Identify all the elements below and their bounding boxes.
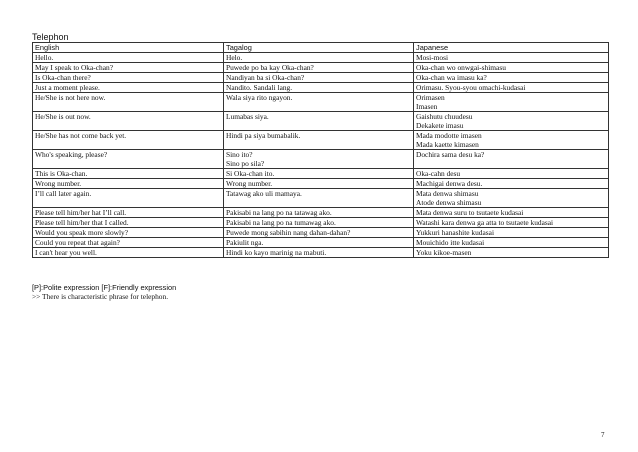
english-phrase: I’ll call later again. bbox=[35, 189, 92, 198]
tagalog-phrase: Wala siya rito ngayon. bbox=[226, 93, 293, 102]
japanese-phrase: Mouichido itte kudasai bbox=[416, 238, 485, 247]
table-row bbox=[33, 218, 609, 228]
column-header-japanese: Japanese bbox=[414, 43, 609, 53]
tagalog-phrase: Nandiyan ba si Oka-chan? bbox=[226, 73, 305, 82]
cell-english bbox=[33, 93, 224, 112]
japanese-phrase: Watashi kara denwa ga atta to tsutaete kudasai bbox=[416, 218, 554, 227]
tagalog-phrase: Helo. bbox=[226, 53, 243, 62]
table-header-row bbox=[33, 43, 609, 53]
japanese-phrase: Mosi-mosi bbox=[416, 53, 449, 62]
table-row bbox=[33, 131, 609, 150]
page-title: Telephon bbox=[32, 32, 69, 42]
table-row bbox=[33, 83, 609, 93]
english-phrase: May I speak to Oka-chan? bbox=[35, 63, 113, 72]
cell-japanese bbox=[414, 53, 609, 63]
table-row bbox=[33, 150, 609, 169]
cell-english bbox=[33, 208, 224, 218]
japanese-phrase: Oka-chan wo onwgai-shimasu bbox=[416, 63, 506, 72]
table-body bbox=[33, 53, 609, 258]
tagalog-phrase: Pakisabi na lang po na tatawag ako. bbox=[226, 208, 332, 217]
telephon-remark: >> There is characteristic phrase for telephon. bbox=[32, 292, 169, 301]
table-row bbox=[33, 179, 609, 189]
japanese-phrase: Oka-cahn desu bbox=[416, 169, 461, 178]
cell-japanese bbox=[414, 238, 609, 248]
cell-english bbox=[33, 53, 224, 63]
cell-english bbox=[33, 131, 224, 150]
table-row bbox=[33, 238, 609, 248]
table-row bbox=[33, 53, 609, 63]
tagalog-phrase: Hindi pa siya bumabalik. bbox=[226, 131, 301, 140]
cell-tagalog bbox=[224, 53, 414, 63]
cell-english bbox=[33, 63, 224, 73]
japanese-phrase: Dekakete imasu bbox=[416, 121, 464, 130]
table-row bbox=[33, 228, 609, 238]
expression-legend: [P]:Polite expression [F]:Friendly expression bbox=[32, 283, 177, 292]
cell-tagalog bbox=[224, 179, 414, 189]
tagalog-phrase: Wrong number. bbox=[226, 179, 273, 188]
table-row bbox=[33, 189, 609, 208]
cell-tagalog bbox=[224, 131, 414, 150]
english-phrase: Please tell him/her hat I’ll call. bbox=[35, 208, 127, 217]
english-phrase: Could you repeat that again? bbox=[35, 238, 120, 247]
column-header-english: English bbox=[33, 43, 224, 53]
japanese-phrase: Atode denwa shimasu bbox=[416, 198, 482, 207]
cell-japanese bbox=[414, 63, 609, 73]
cell-japanese bbox=[414, 179, 609, 189]
cell-japanese bbox=[414, 150, 609, 169]
cell-japanese bbox=[414, 228, 609, 238]
japanese-phrase: Yukkuri hanashite kudasai bbox=[416, 228, 494, 237]
cell-japanese bbox=[414, 218, 609, 228]
cell-japanese bbox=[414, 112, 609, 131]
phrase-table bbox=[32, 42, 609, 258]
cell-english bbox=[33, 248, 224, 258]
english-phrase: Please tell him/her that I called. bbox=[35, 218, 129, 227]
notes bbox=[32, 283, 176, 301]
english-phrase: Would you speak more slowly? bbox=[35, 228, 129, 237]
table-row bbox=[33, 93, 609, 112]
japanese-phrase: Yoku kikoe-masen bbox=[416, 248, 472, 257]
cell-tagalog bbox=[224, 63, 414, 73]
cell-tagalog bbox=[224, 169, 414, 179]
cell-english bbox=[33, 218, 224, 228]
english-phrase: This is Oka-chan. bbox=[35, 169, 88, 178]
cell-english bbox=[33, 179, 224, 189]
tagalog-phrase: Lumabas siya. bbox=[226, 112, 269, 121]
cell-tagalog bbox=[224, 238, 414, 248]
japanese-phrase: Dochira sama desu ka? bbox=[416, 150, 485, 159]
japanese-phrase: Orimasen bbox=[416, 93, 445, 102]
table-row bbox=[33, 248, 609, 258]
tagalog-phrase: Tatawag ako uli mamaya. bbox=[226, 189, 302, 198]
english-phrase: He/She is out now. bbox=[35, 112, 91, 121]
japanese-phrase: Machigai denwa desu. bbox=[416, 179, 483, 188]
page-number: 7 bbox=[601, 431, 605, 439]
tagalog-phrase: Hindi ko kayo marinig na mabuti. bbox=[226, 248, 327, 257]
cell-tagalog bbox=[224, 218, 414, 228]
english-phrase: Hello. bbox=[35, 53, 54, 62]
table-row bbox=[33, 73, 609, 83]
tagalog-phrase: Puwede mong sabihin nang dahan-dahan? bbox=[226, 228, 351, 237]
cell-tagalog bbox=[224, 189, 414, 208]
cell-english bbox=[33, 112, 224, 131]
cell-japanese bbox=[414, 208, 609, 218]
japanese-phrase: Mata denwa suru to tsutaete kudasai bbox=[416, 208, 524, 217]
cell-japanese bbox=[414, 131, 609, 150]
cell-english bbox=[33, 238, 224, 248]
cell-japanese bbox=[414, 189, 609, 208]
cell-japanese bbox=[414, 169, 609, 179]
english-phrase: Just a moment please. bbox=[35, 83, 100, 92]
japanese-phrase: Orimasu. Syou-syou omachi-kudasai bbox=[416, 83, 526, 92]
cell-tagalog bbox=[224, 208, 414, 218]
cell-tagalog bbox=[224, 83, 414, 93]
japanese-phrase: Gaishutu chuudesu bbox=[416, 112, 473, 121]
table-row bbox=[33, 169, 609, 179]
cell-english bbox=[33, 228, 224, 238]
english-phrase: Who's speaking, please? bbox=[35, 150, 108, 159]
cell-english bbox=[33, 73, 224, 83]
cell-tagalog bbox=[224, 93, 414, 112]
column-header-tagalog: Tagalog bbox=[224, 43, 414, 53]
tagalog-phrase: Sino po sila? bbox=[226, 159, 265, 168]
english-phrase: Is Oka-chan there? bbox=[35, 73, 91, 82]
cell-tagalog bbox=[224, 150, 414, 169]
table-row bbox=[33, 112, 609, 131]
cell-english bbox=[33, 189, 224, 208]
tagalog-phrase: Sino ito? bbox=[226, 150, 253, 159]
japanese-phrase: Mada kaette kimasen bbox=[416, 140, 479, 149]
cell-english bbox=[33, 169, 224, 179]
cell-japanese bbox=[414, 73, 609, 83]
english-phrase: I can't hear you well. bbox=[35, 248, 97, 257]
cell-english bbox=[33, 83, 224, 93]
tagalog-phrase: Pakiulit nga. bbox=[226, 238, 264, 247]
tagalog-phrase: Pakisabi na lang po na tumawag ako. bbox=[226, 218, 336, 227]
english-phrase: Wrong number. bbox=[35, 179, 82, 188]
japanese-phrase: Imasen bbox=[416, 102, 438, 111]
cell-japanese bbox=[414, 248, 609, 258]
tagalog-phrase: Puwede po ba kay Oka-chan? bbox=[226, 63, 314, 72]
tagalog-phrase: Nandito. Sandali lang. bbox=[226, 83, 293, 92]
japanese-phrase: Oka-chan wa imasu ka? bbox=[416, 73, 487, 82]
cell-tagalog bbox=[224, 112, 414, 131]
cell-english bbox=[33, 150, 224, 169]
english-phrase: He/She is not here now. bbox=[35, 93, 106, 102]
japanese-phrase: Mata denwa shimasu bbox=[416, 189, 479, 198]
table-row bbox=[33, 63, 609, 73]
english-phrase: He/She has not come back yet. bbox=[35, 131, 127, 140]
japanese-phrase: Mada modotte imasen bbox=[416, 131, 482, 140]
table-row bbox=[33, 208, 609, 218]
cell-tagalog bbox=[224, 228, 414, 238]
tagalog-phrase: Si Oka-chan ito. bbox=[226, 169, 275, 178]
cell-japanese bbox=[414, 93, 609, 112]
cell-tagalog bbox=[224, 73, 414, 83]
cell-tagalog bbox=[224, 248, 414, 258]
cell-japanese bbox=[414, 83, 609, 93]
